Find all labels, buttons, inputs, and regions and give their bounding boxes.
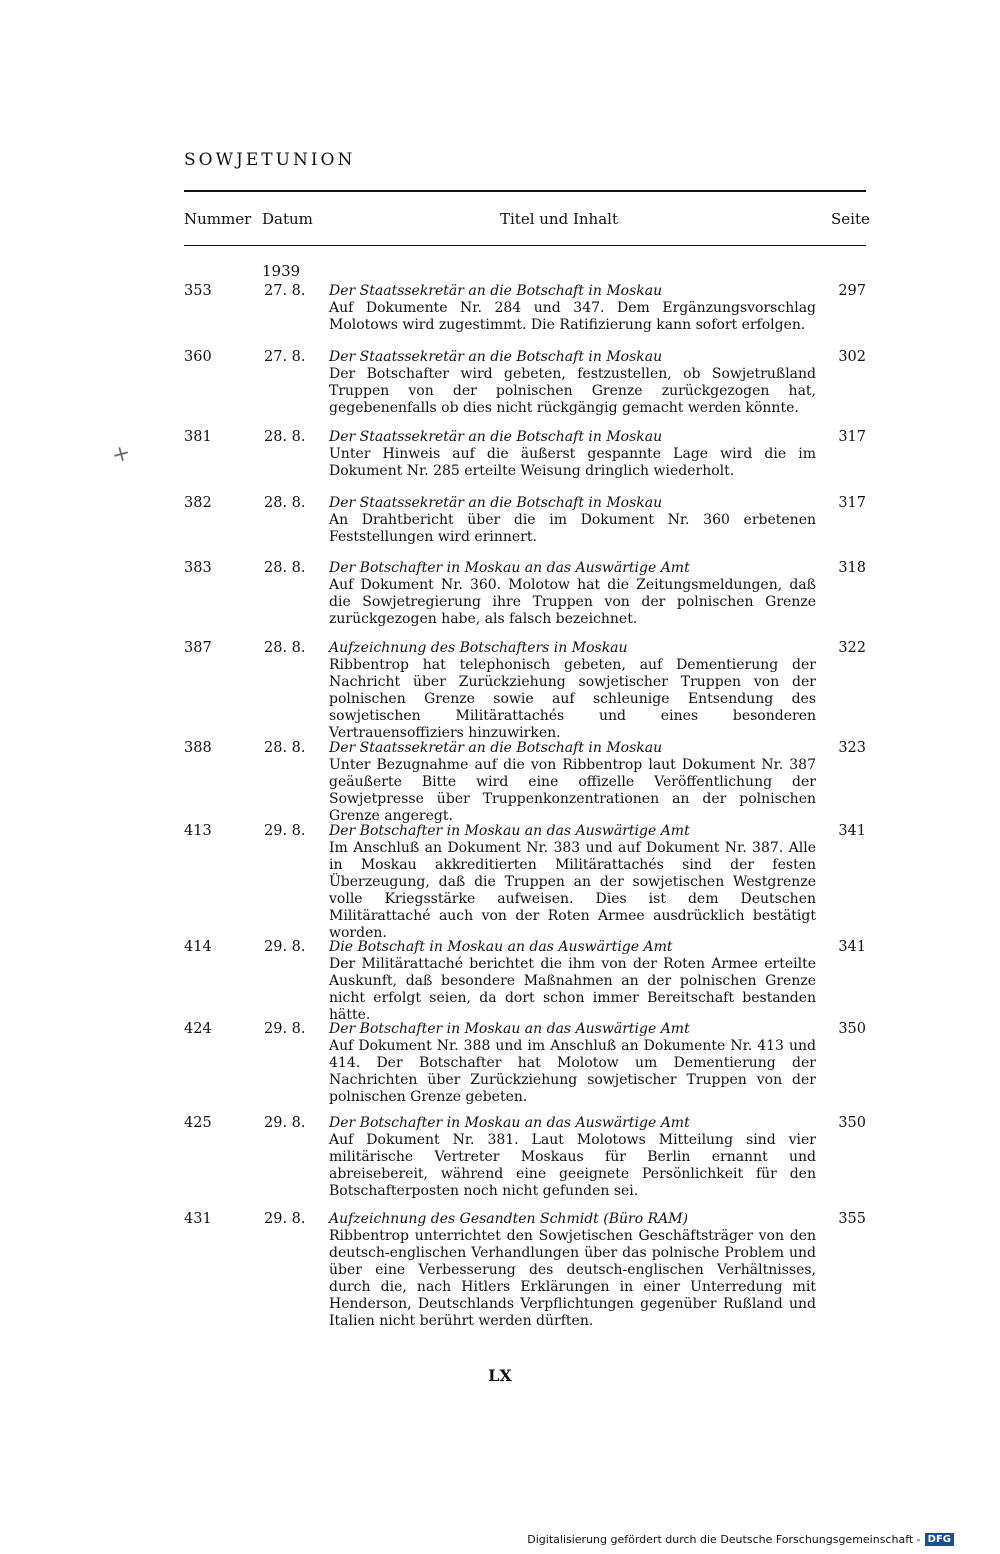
entry-content (329, 939, 816, 1024)
entry-content (329, 740, 816, 825)
entry-date: 28. 8. (264, 495, 306, 511)
entry-content (329, 640, 816, 742)
entry-content (329, 1211, 816, 1330)
entry-summary: Der Botschafter wird gebeten, festzustellen, ob Sowjetrußland Truppen von der polnischen Grenze zurückgezogen hat, gegebenenfalls ob dies nicht rückgängig gemacht werden könnte. (329, 366, 816, 416)
entry-number: 353 (184, 283, 212, 299)
year-label: 1939 (262, 262, 301, 280)
entry-summary: Ribbentrop hat telephonisch gebeten, auf Dementierung der Nachricht über Zurückziehung sowjetischer Truppen von der polnischen Grenze sowie auf schleunige Entsendung des sowjetischen Militärattachés und eines besonderen Vertrauensoffiziers hinzuwirken. (329, 657, 816, 741)
entry-number: 382 (184, 495, 212, 511)
document-entry (184, 1021, 866, 1106)
entry-summary: Auf Dokumente Nr. 284 und 347. Dem Ergänzungsvorschlag Molotows wird zugestimmt. Die Ratifizierung kann sofort erfolgen. (329, 300, 816, 333)
entry-page: 341 (838, 939, 866, 955)
pen-mark: + (109, 440, 134, 469)
entry-page: 297 (838, 283, 866, 299)
entry-title: Der Botschafter in Moskau an das Auswärtige Amt (329, 823, 690, 839)
header-date: Datum (262, 210, 313, 228)
entry-title: Der Botschafter in Moskau an das Auswärtige Amt (329, 560, 690, 576)
entry-number: 360 (184, 349, 212, 365)
entry-summary: Auf Dokument Nr. 381. Laut Molotows Mitteilung sind vier militärische Vertreter Moskaus für Berlin ernannt und abreisebereit, während eine geeignete Persönlichkeit für den Botschafterposten noch nicht gefunden sei. (329, 1132, 816, 1199)
header-rule (184, 245, 866, 246)
entry-date: 28. 8. (264, 640, 306, 656)
document-entry (184, 1115, 866, 1200)
document-entry (184, 740, 866, 825)
entry-summary: Unter Hinweis auf die äußerst gespannte Lage wird die im Dokument Nr. 285 erteilte Weisung dringlich wiederholt. (329, 446, 816, 479)
document-entry (184, 823, 866, 942)
entry-title: Der Staatssekretär an die Botschaft in Moskau (329, 740, 663, 756)
entry-content (329, 495, 816, 546)
document-entry (184, 1211, 866, 1330)
entry-content (329, 283, 816, 334)
entry-summary: Unter Bezugnahme auf die von Ribbentrop laut Dokument Nr. 387 geäußerte Bitte wird eine offizelle Veröffentlichung der Sowjetpresse über Truppenkonzentrationen an der polnischen Grenze angeregt. (329, 757, 816, 824)
document-entry (184, 640, 866, 742)
entry-page: 355 (838, 1211, 866, 1227)
footer-text: Digitalisierung gefördert durch die Deutsche Forschungsgemeinschaft - (527, 1533, 921, 1546)
entry-number: 424 (184, 1021, 212, 1037)
entry-number: 383 (184, 560, 212, 576)
entry-title: Der Staatssekretär an die Botschaft in Moskau (329, 349, 663, 365)
entry-page: 317 (838, 429, 866, 445)
document-entry (184, 283, 866, 334)
entry-page: 341 (838, 823, 866, 839)
entry-title: Aufzeichnung des Botschafters in Moskau (329, 640, 628, 656)
entry-content (329, 1115, 816, 1200)
entry-title: Aufzeichnung des Gesandten Schmidt (Büro RAM) (329, 1211, 689, 1227)
entry-summary: An Drahtbericht über die im Dokument Nr. 360 erbetenen Feststellungen wird erinnert. (329, 512, 816, 545)
page-folio: LX (488, 1366, 512, 1385)
entry-title: Der Botschafter in Moskau an das Auswärtige Amt (329, 1021, 690, 1037)
entry-number: 388 (184, 740, 212, 756)
entry-content (329, 560, 816, 628)
entry-page: 322 (838, 640, 866, 656)
entry-page: 323 (838, 740, 866, 756)
entry-date: 29. 8. (264, 939, 306, 955)
footer-credit (527, 1533, 954, 1546)
entry-number: 381 (184, 429, 212, 445)
entry-content (329, 429, 816, 480)
entry-date: 29. 8. (264, 823, 306, 839)
entry-date: 29. 8. (264, 1021, 306, 1037)
document-entry (184, 560, 866, 628)
entry-summary: Auf Dokument Nr. 360. Molotow hat die Zeitungsmeldungen, daß die Sowjetregierung ihre Truppen von der polnischen Grenze zurückgezogen habe, als falsch bezeichnet. (329, 577, 816, 627)
entry-page: 318 (838, 560, 866, 576)
entry-number: 425 (184, 1115, 212, 1131)
header-title: Titel und Inhalt (500, 210, 618, 228)
entry-date: 28. 8. (264, 560, 306, 576)
entry-date: 28. 8. (264, 429, 306, 445)
entry-content (329, 823, 816, 942)
entry-summary: Auf Dokument Nr. 388 und im Anschluß an Dokumente Nr. 413 und 414. Der Botschafter hat Molotow um Dementierung der Nachrichten über Zurückziehung sowjetischer Truppen von der polnischen Grenze gebeten. (329, 1038, 816, 1105)
entry-page: 350 (838, 1021, 866, 1037)
entry-date: 27. 8. (264, 283, 306, 299)
document-entry (184, 939, 866, 1024)
entry-title: Der Staatssekretär an die Botschaft in Moskau (329, 283, 663, 299)
document-entry (184, 429, 866, 480)
entry-date: 29. 8. (264, 1115, 306, 1131)
entry-title: Der Staatssekretär an die Botschaft in Moskau (329, 429, 663, 445)
top-rule (184, 190, 866, 192)
entry-number: 431 (184, 1211, 212, 1227)
entry-date: 28. 8. (264, 740, 306, 756)
document-entry (184, 495, 866, 546)
entry-number: 413 (184, 823, 212, 839)
entry-page: 302 (838, 349, 866, 365)
header-page: Seite (831, 210, 870, 228)
entry-title: Die Botschaft in Moskau an das Auswärtige Amt (329, 939, 673, 955)
entry-number: 414 (184, 939, 212, 955)
entry-number: 387 (184, 640, 212, 656)
entry-summary: Im Anschluß an Dokument Nr. 383 und auf Dokument Nr. 387. Alle in Moskau akkreditierten Militärattachés sind der festen Überzeugung, daß die Truppen an der sowjetischen Westgrenze volle Kriegsstärke aufweisen. Dies ist dem Deutschen Militärattaché auch von der Roten Armee ausdrücklich bestätigt worden. (329, 840, 816, 941)
entry-title: Der Botschafter in Moskau an das Auswärtige Amt (329, 1115, 690, 1131)
header-number: Nummer (184, 210, 252, 228)
entry-date: 27. 8. (264, 349, 306, 365)
entry-title: Der Staatssekretär an die Botschaft in Moskau (329, 495, 663, 511)
dfg-logo: DFG (925, 1533, 954, 1546)
entry-content (329, 349, 816, 417)
section-title: SOWJETUNION (184, 150, 356, 170)
document-entry (184, 349, 866, 417)
entry-summary: Der Militärattaché berichtet die ihm von der Roten Armee erteilte Auskunft, daß besondere Maßnahmen an der polnischen Grenze nicht erfolgt seien, da dort schon immer Bereitschaft bestanden hätte. (329, 956, 816, 1023)
entry-page: 317 (838, 495, 866, 511)
entry-content (329, 1021, 816, 1106)
entry-page: 350 (838, 1115, 866, 1131)
entry-summary: Ribbentrop unterrichtet den Sowjetischen Geschäftsträger von den deutsch-englischen Verhandlungen über das polnische Problem und über eine Verbesserung des deutsch-englischen Verhältnisses, durch die, nach Hitlers Erklärungen in einer Unterredung mit Henderson, Deutschlands Verpflichtungen gegenüber Rußland und Italien nicht berührt werden dürften. (329, 1228, 816, 1329)
entry-date: 29. 8. (264, 1211, 306, 1227)
